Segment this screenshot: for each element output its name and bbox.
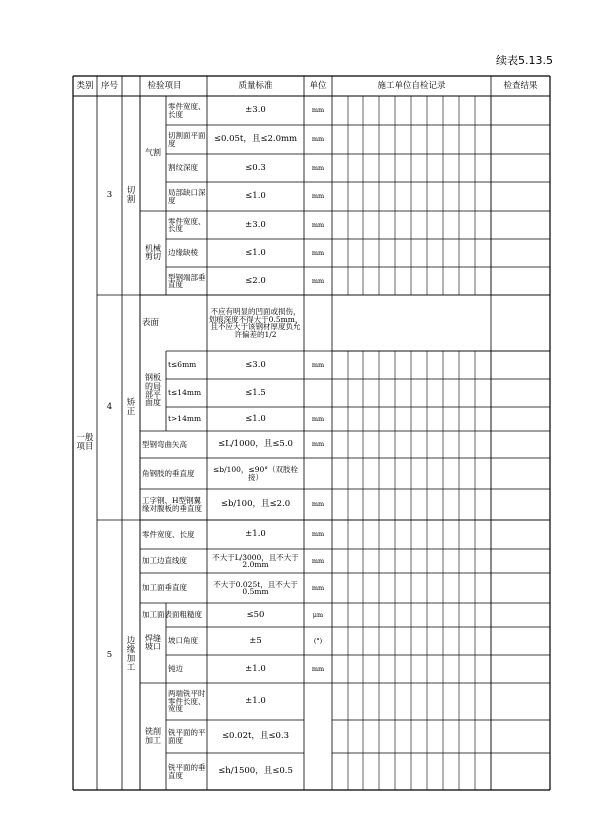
table-row-item: 铣平面的垂直度: [168, 763, 206, 780]
table-row-standard: ≤L/1000，且≤5.0: [218, 439, 293, 450]
header-result: 检查结果: [503, 80, 538, 91]
table-row-item: 零件宽度、长度: [168, 102, 206, 119]
table-row-unit: mm: [311, 106, 325, 115]
table-row-item: 局部缺口深度: [168, 188, 206, 205]
table-row-standard: ≤h/1500，且≤0.5: [218, 766, 293, 777]
table-row-unit: mm: [311, 440, 325, 449]
table-row-standard: ≤1.5: [245, 387, 266, 398]
table-row-standard: ±3.0: [245, 105, 266, 116]
category-general: 一般 项目: [76, 433, 94, 452]
table-row-standard: ≤1.0: [245, 247, 266, 258]
table-row-unit: mm: [311, 220, 325, 229]
table-row-standard: ≤0.02t，且≤0.3: [221, 731, 290, 742]
subgroup-bevel: 焊缝 坡口: [145, 633, 161, 651]
table-row-standard: ≤1.0: [245, 191, 266, 202]
table-row-standard: ≤b/100，≤90°（双肢栓接）: [212, 465, 298, 482]
header-unit: 单位: [309, 80, 327, 91]
table-row-standard: ≤0.05t，且≤2.0mm: [213, 134, 298, 145]
table-row-item: 铣平面的平面度: [168, 728, 206, 745]
table-row-standard: ±1.0: [245, 663, 266, 674]
table-row-item: 零件宽度、长度: [142, 529, 195, 539]
table-row-standard: 不大于L/3000，且不大于2.0mm: [212, 552, 299, 569]
header-seq: 序号: [100, 80, 118, 91]
seq-cell: 4: [106, 402, 113, 413]
table-row-item: 加工面表面粗糙度: [142, 610, 202, 620]
subgroup-mill: 铣削 加工: [145, 727, 161, 745]
table-row-standard: ≤b/100，且≤2.0: [220, 499, 291, 510]
table-row-item: t≤6mm: [168, 360, 197, 370]
table-row-item: 两端铣平时零件长度、宽度: [168, 689, 206, 714]
table-row-item: t≤14mm: [168, 388, 202, 398]
table-row-item: 工字钢、H型钢翼缘对腹板的垂直度: [142, 496, 202, 513]
table-row-unit: (°): [313, 636, 323, 645]
table-row-unit: mm: [311, 163, 325, 172]
table-row-unit: mm: [311, 556, 325, 565]
table-row-unit: mm: [311, 248, 325, 257]
seq-cell: 5: [106, 649, 113, 660]
table-row-unit: mm: [311, 414, 325, 423]
table-row-item: 割纹深度: [168, 163, 198, 173]
table-row-standard: ±3.0: [245, 219, 266, 230]
table-row-unit: mm: [311, 583, 325, 592]
table-row-unit: mm: [311, 664, 325, 673]
table-row-item: 边缘缺棱: [168, 248, 198, 258]
table-row-unit: mm: [311, 360, 325, 369]
page-title: 续表5.13.5: [496, 54, 553, 67]
header-category: 类别: [76, 80, 94, 91]
table-row-item: t>14mm: [168, 414, 202, 424]
table-row-unit: μm: [312, 610, 324, 619]
header-quality-standard: 质量标准: [238, 80, 273, 91]
table-row-standard: ±1.0: [245, 696, 266, 707]
subgroup-gas-cut: 气割: [145, 148, 161, 158]
table-row-unit: mm: [311, 276, 325, 285]
table-row-item: 加工边直线度: [142, 556, 187, 566]
table-row-item: 型钢弯曲矢高: [142, 439, 187, 449]
table-row-standard: ≤0.3: [245, 162, 266, 173]
table-row-item: 角钢肢的垂直度: [142, 468, 195, 478]
header-self-check: 施工单位自检记录: [377, 80, 446, 91]
table-row-item: 坡口角度: [168, 636, 198, 646]
table-row-standard: 不应有明显的凹面或损伤，划痕深度不得大于0.5mm，且不应大于该钢材厚度负允许偏差的1/2: [208, 307, 303, 339]
subgroup-mech-cut: 机械 剪切: [145, 243, 161, 261]
table-row-standard: ≤2.0: [245, 275, 266, 286]
table-row-item: 加工面垂直度: [142, 583, 187, 593]
table-row-item: 切割面平面度: [168, 131, 206, 148]
subgroup-plate-flat: 钢板 的局 部平 面度: [145, 373, 161, 408]
table-row-unit: mm: [311, 192, 325, 201]
table-row-unit: mm: [311, 530, 325, 539]
header-inspection-item: 检验项目: [147, 80, 182, 91]
seq-cell: 3: [106, 190, 113, 201]
table-row-standard: ≤1.0: [245, 413, 266, 424]
table-row-standard: 不大于0.025t，且不大于0.5mm: [213, 579, 298, 596]
table-row-standard: ≤50: [246, 609, 265, 620]
table-row-standard: ≤3.0: [245, 359, 266, 370]
group-name: 切 割: [126, 185, 136, 205]
table-row-item: 钝边: [168, 664, 183, 674]
group-name: 边 缘 加 工: [126, 636, 136, 673]
table-row-item: 型钢端部垂直度: [168, 272, 206, 289]
table-row-unit: mm: [311, 135, 325, 144]
table-row-item: 零件宽度、长度: [168, 216, 206, 233]
group-name: 矫 正: [126, 397, 136, 417]
table-row-unit: mm: [311, 500, 325, 509]
table-row-item: 表面: [142, 317, 160, 328]
table-row-standard: ±1.0: [245, 529, 266, 540]
table-row-standard: ±5: [249, 635, 262, 646]
